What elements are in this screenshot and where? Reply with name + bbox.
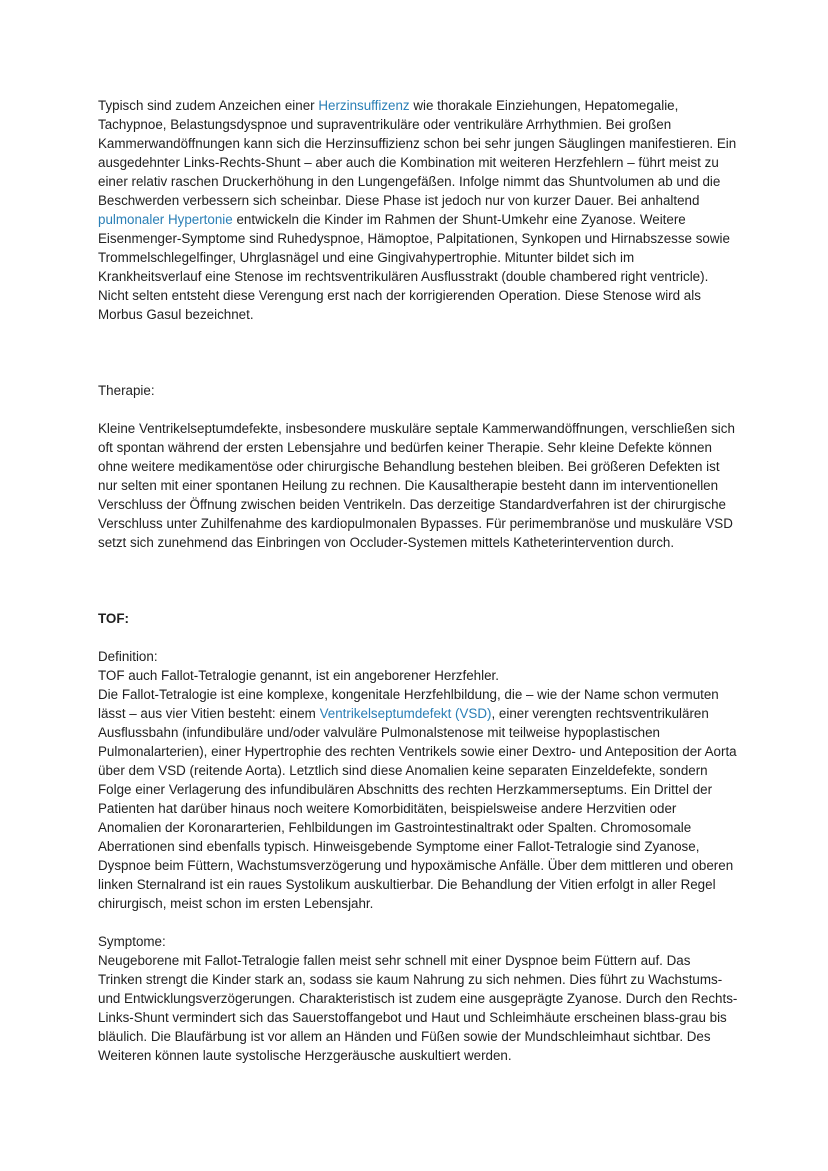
definition-line: TOF auch Fallot-Tetralogie genannt, ist ein angeborener Herzfehler.	[98, 668, 499, 683]
spacer	[98, 400, 738, 419]
intro-text-1: Typisch sind zudem Anzeichen einer	[98, 98, 319, 113]
therapie-heading: Therapie:	[98, 383, 155, 398]
symptome-heading: Symptome:	[98, 934, 166, 949]
symptome-paragraph: Neugeborene mit Fallot-Tetralogie fallen meist sehr schnell mit einer Dyspnoe beim Füttern auf. Das Trinken strengt die Kinder stark an, sodass sie kaum Nahrung zu sich nehmen. Dies führt zu Wachstums- und Entwicklungsverzögerungen. Charakteristisch ist zudem eine ausgeprägte Zyanose. Durch den Rechts-Links-Shunt vermindert sich das Sauerstoffangebot und Haut und Schleimhäute erscheinen blass-grau bis bläulich. Die Blaufärbung ist vor allem an Händen und Füßen sowie der Mundschleimhaut sichtbar. Des Weiteren können laute systolische Herzgeräusche auskultiert werden.	[98, 953, 738, 1063]
spacer	[98, 913, 738, 932]
herzinsuffizienz-link[interactable]: Herzinsuffizenz	[318, 98, 410, 113]
intro-paragraph	[98, 96, 738, 324]
definition-heading: Definition:	[98, 649, 158, 664]
therapie-paragraph: Kleine Ventrikelseptumdefekte, insbesondere muskuläre septale Kammerwandöffnungen, verschließen sich oft spontan während der ersten Lebensjahre und bedürfen keiner Therapie. Sehr kleine Defekte können ohne weitere medikamentöse oder chirurgische Behandlung bestehen bleiben. Bei größeren Defekten ist nur selten mit einer spontanen Heilung zu rechnen. Die Kausaltherapie besteht dann im interventionellen Verschluss der Öffnung zwischen beiden Ventrikeln. Das derzeitige Standardverfahren ist der chirurgische Verschluss unter Zuhilfenahme des kardiopulmonalen Bypasses. Für perimembranöse und muskuläre VSD setzt sich zunehmend das Einbringen von Occluder-Systemen mittels Katheterintervention durch.	[98, 421, 735, 550]
spacer	[98, 324, 738, 381]
tof-heading: TOF:	[98, 611, 129, 626]
document-page	[98, 96, 738, 1065]
intro-text-2: wie thorakale Einziehungen, Hepatomegalie, Tachypnoe, Belastungsdyspnoe und supraventrikuläre oder ventrikuläre Arrhythmien. Bei großen Kammerwandöffnungen kann sich die Herzinsuffizienz schon bei sehr jungen Säuglingen manifestieren. Ein ausgedehnter Links-Rechts-Shunt – aber auch die Kombination mit weiteren Herzfehlern – führt meist zu einer relativ raschen Druckerhöhung in den Lungengefäßen. Infolge nimmt das Shuntvolumen ab und die Beschwerden verbessern sich scheinbar. Diese Phase ist jedoch nur von kurzer Dauer. Bei anhaltend	[98, 98, 737, 208]
definition-paragraph	[98, 685, 738, 913]
spacer	[98, 552, 738, 609]
pulmonale-hypertonie-link[interactable]: pulmonaler Hypertonie	[98, 212, 233, 227]
vsd-link[interactable]: Ventrikelseptumdefekt (VSD)	[319, 706, 492, 721]
definition-text-1: Die Fallot-Tetralogie ist eine komplexe, kongenitale Herzfehlbildung, die – wie der Name schon vermuten lässt – aus vier Vitien besteht: einem	[98, 687, 719, 721]
spacer	[98, 628, 738, 647]
definition-text-2: , einer verengten rechtsventrikulären Ausflussbahn (infundibuläre und/oder valvuläre Pulmonalstenose mit teilweise hypoplastischen Pulmonalarterien), einer Hypertrophie des rechten Ventrikels sowie einer Dextro- und Anteposition der Aorta über dem VSD (reitende Aorta). Letztlich sind diese Anomalien keine separaten Einzeldefekte, sondern Folge einer Verlagerung des infundibulären Abschnitts des rechten Herzkammerseptums. Ein Drittel der Patienten hat darüber hinaus noch weitere Komorbiditäten, beispielsweise andere Herzvitien oder Anomalien der Koronararterien, Fehlbildungen im Gastrointestinaltrakt oder Spalten. Chromosomale Aberrationen sind ebenfalls typisch. Hinweisgebende Symptome einer Fallot-Tetralogie sind Zyanose, Dyspnoe beim Füttern, Wachstumsverzögerung und hypoxämische Anfälle. Über dem mittleren und oberen linken Sternalrand ist ein raues Systolikum auskultierbar. Die Behandlung der Vitien erfolgt in aller Regel chirurgisch, meist schon im ersten Lebensjahr.	[98, 706, 737, 911]
intro-text-3: entwickeln die Kinder im Rahmen der Shunt-Umkehr eine Zyanose. Weitere Eisenmenger-Symptome sind Ruhedyspnoe, Hämoptoe, Palpitationen, Synkopen und Hirnabszesse sowie Trommelschlegelfinger, Uhrglasnägel und eine Gingivahypertrophie. Mitunter bildet sich im Krankheitsverlauf eine Stenose im rechtsventrikulären Ausflusstrakt (double chambered right ventricle). Nicht selten entsteht diese Verengung erst nach der korrigierenden Operation. Diese Stenose wird als Morbus Gasul bezeichnet.	[98, 212, 730, 322]
